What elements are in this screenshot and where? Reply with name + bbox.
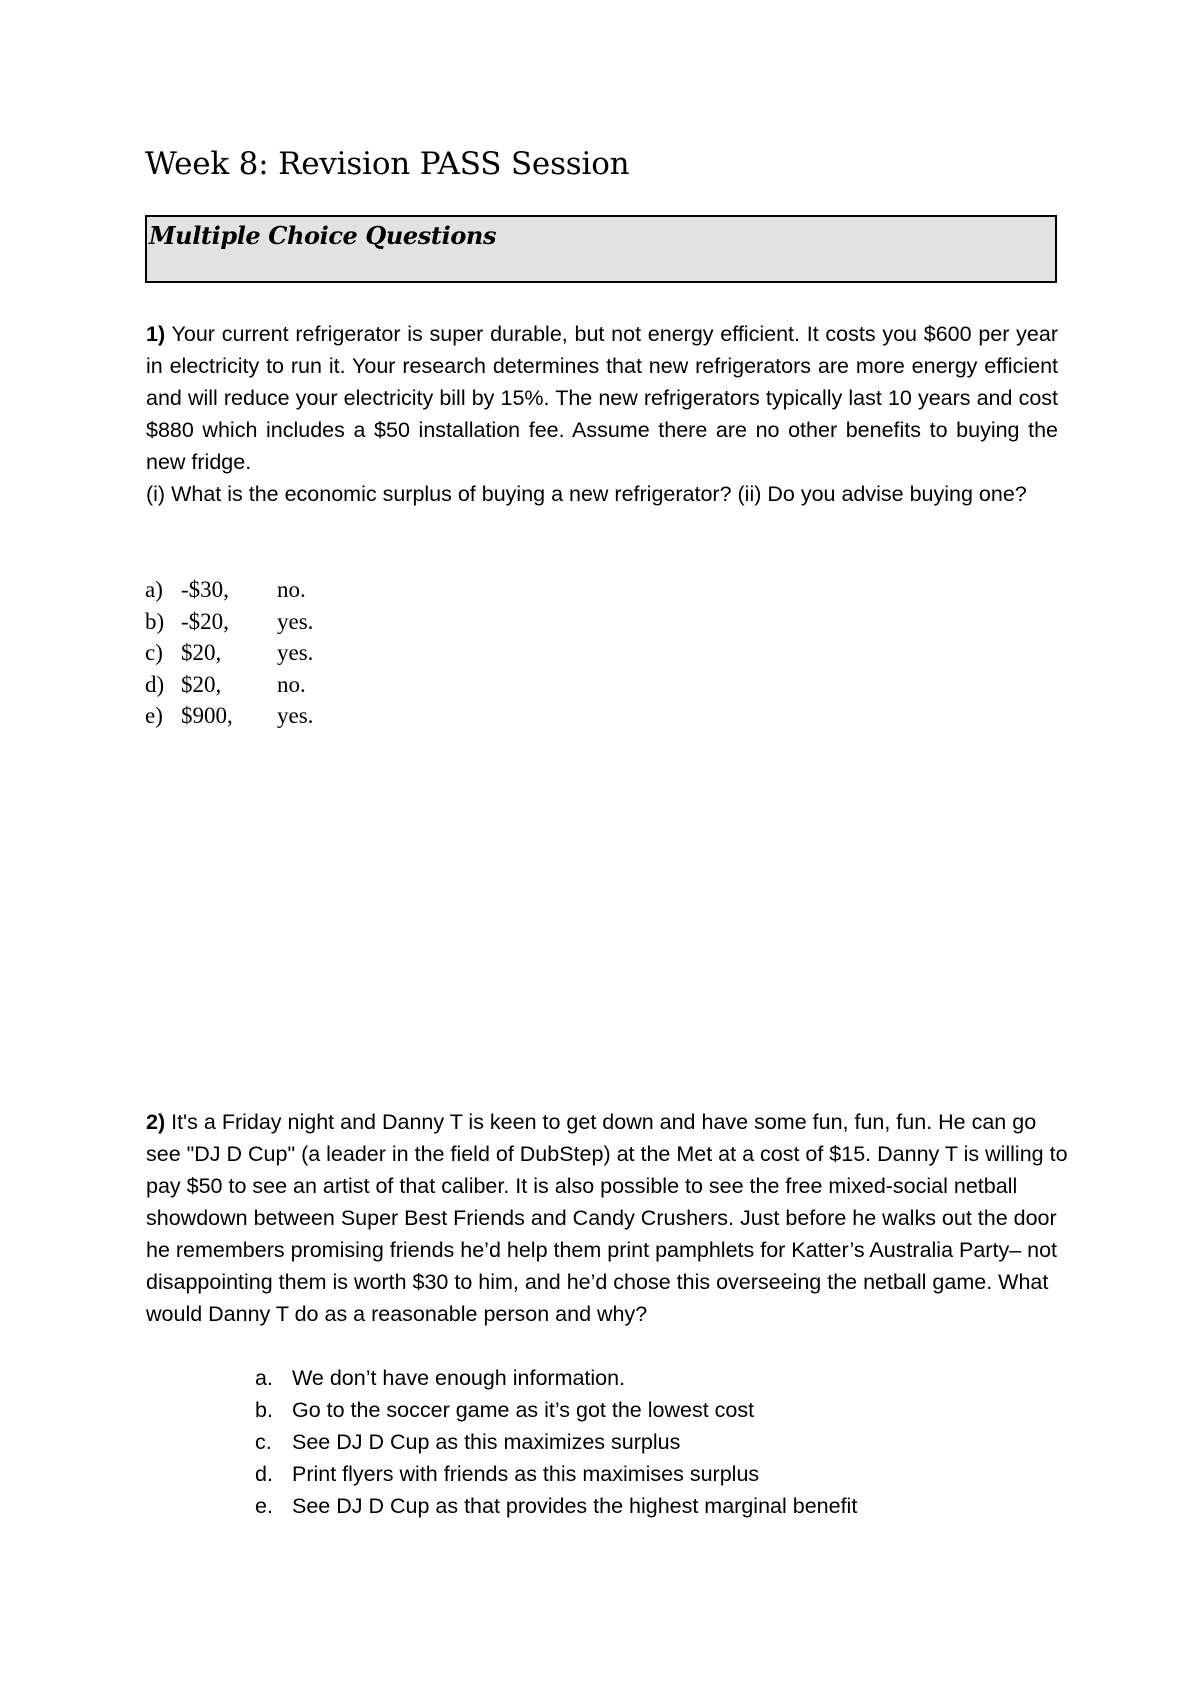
question-1 xyxy=(146,318,1058,510)
question-2-options xyxy=(255,1362,857,1522)
option-amount: $900, xyxy=(181,703,233,728)
option-answer: yes. xyxy=(277,640,314,665)
question-2-option-e xyxy=(255,1490,857,1522)
question-1-option-b xyxy=(145,606,313,638)
option-amount: $20, xyxy=(181,671,222,697)
option-letter: b) xyxy=(145,608,165,634)
question-1-number: 1) xyxy=(146,322,166,346)
option-letter: d. xyxy=(255,1462,273,1486)
option-letter: e) xyxy=(145,703,163,728)
option-letter: a. xyxy=(255,1366,273,1390)
question-1-body xyxy=(146,318,1058,478)
option-amount: -$20, xyxy=(181,608,229,634)
option-letter: d) xyxy=(145,671,165,697)
option-amount: $20, xyxy=(181,640,222,665)
question-2-option-b xyxy=(255,1394,857,1426)
question-2-option-c xyxy=(255,1426,857,1458)
question-2-body xyxy=(146,1106,1076,1330)
question-2-option-d xyxy=(255,1458,857,1490)
option-letter: c. xyxy=(255,1430,272,1454)
option-amount: -$30, xyxy=(181,577,229,602)
question-1-option-e xyxy=(145,700,313,732)
question-1-text: Your current refrigerator is super durable, but not energy efficient. It costs you $600 per year in electricity to run it. Your research determines that new refrigerators are more energy efficient and will reduce your electricity bill by 15%. The new refrigerators typically last 10 years and cost $880 which includes a $50 installation fee. Assume there are no other benefits to buying the new fridge. xyxy=(146,322,1058,474)
question-2-text: It's a Friday night and Danny T is keen to get down and have some fun, fun, fun. He can go see "DJ D Cup" (a leader in the field of DubStep) at the Met at a cost of $15. Danny T is willing to pay $50 to see an artist of that caliber. It is also possible to see the free mixed-social netball showdown between Super Best Friends and Candy Crushers. Just before he walks out the door he remembers promising friends he’d help them print pamphlets for Katter’s Australia Party– not disappointing them is worth $30 to him, and he’d chose this overseeing the netball game. What would Danny T do as a reasonable person and why? xyxy=(146,1110,1068,1326)
option-text: See DJ D Cup as that provides the highest marginal benefit xyxy=(292,1494,858,1518)
question-1-options xyxy=(145,574,313,732)
section-heading: Multiple Choice Questions xyxy=(149,221,497,250)
section-heading-box xyxy=(145,215,1057,283)
option-letter: a) xyxy=(145,577,163,602)
question-1-option-c xyxy=(145,637,313,669)
question-1-option-d xyxy=(145,669,313,701)
option-answer: yes. xyxy=(277,608,314,634)
question-2-number: 2) xyxy=(146,1110,166,1134)
option-text: Go to the soccer game as it’s got the lowest cost xyxy=(292,1398,755,1422)
question-2 xyxy=(146,1106,1076,1330)
option-answer: yes. xyxy=(277,703,314,728)
question-1-option-a xyxy=(145,574,313,606)
option-letter: b. xyxy=(255,1398,273,1422)
option-letter: e. xyxy=(255,1494,273,1518)
option-letter: c) xyxy=(145,640,163,665)
option-text: Print flyers with friends as this maximises surplus xyxy=(292,1462,760,1486)
option-answer: no. xyxy=(277,671,306,697)
question-2-option-a xyxy=(255,1362,857,1394)
option-text: We don’t have enough information. xyxy=(292,1366,626,1390)
question-1-prompt: (i) What is the economic surplus of buying a new refrigerator? (ii) Do you advise buying one? xyxy=(146,482,1027,506)
page-title: Week 8: Revision PASS Session xyxy=(145,146,630,182)
option-text: See DJ D Cup as this maximizes surplus xyxy=(292,1430,681,1454)
option-answer: no. xyxy=(277,577,306,602)
